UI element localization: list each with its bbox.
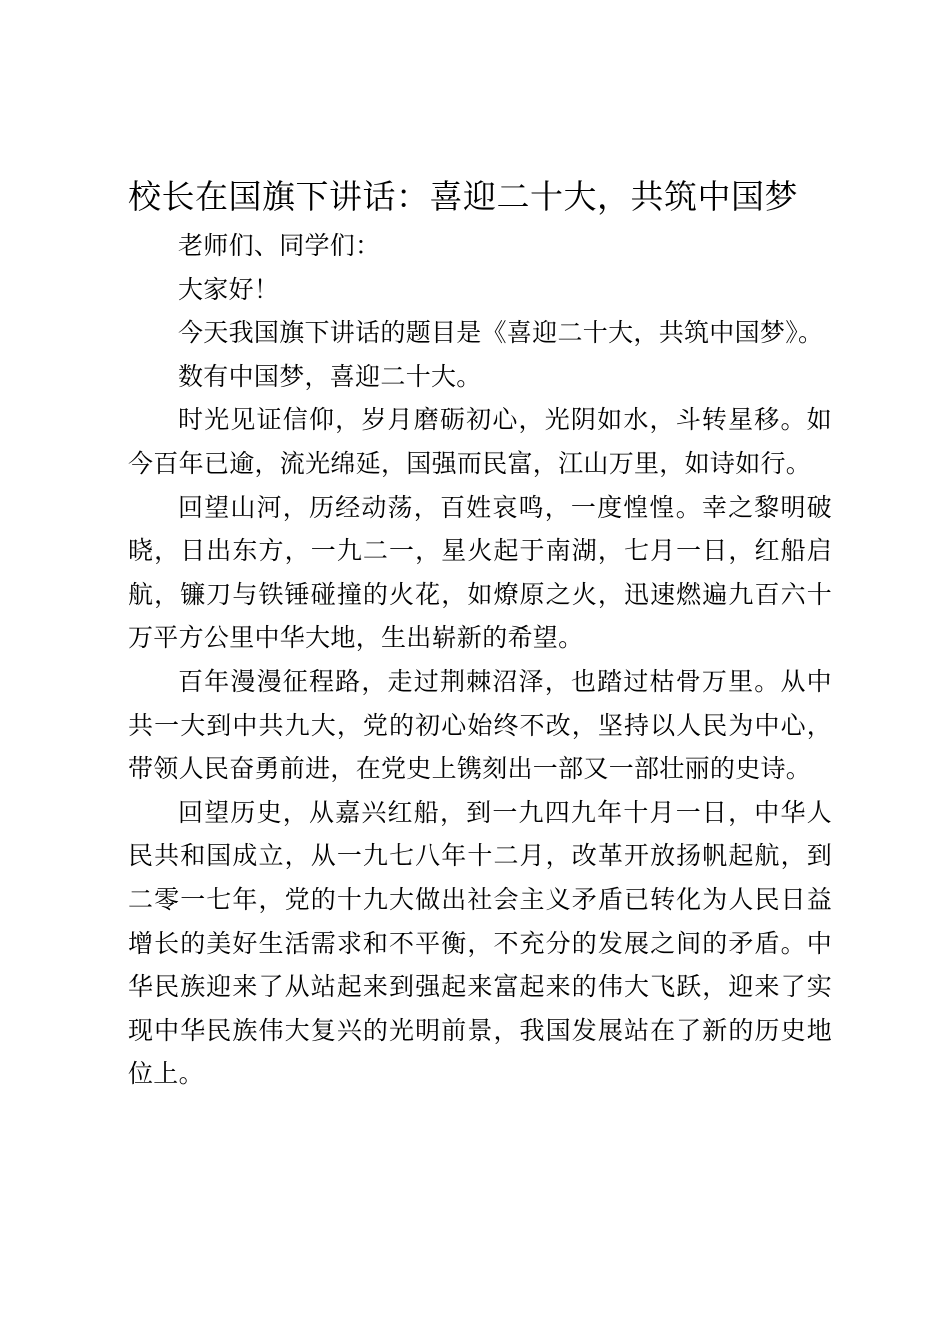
salutation-paragraph: 老师们、同学们： [178, 231, 381, 260]
document-body [128, 174, 832, 1096]
topic-paragraph: 今天我国旗下讲话的题目是《喜迎二十大，共筑中国梦》。 [178, 318, 824, 348]
document-title: 校长在国旗下讲话：喜迎二十大，共筑中国梦 [128, 177, 798, 216]
body-paragraph: 时光见证信仰，岁月磨砺初心，光阴如水，斗转星移。如今百年已逾，流光绵延，国强而民富，江山万里，如诗如行。 [128, 405, 832, 478]
greeting-paragraph: 大家好！ [178, 274, 280, 304]
theme-paragraph: 数有中国梦，喜迎二十大。 [178, 361, 482, 391]
body-paragraph: 回望山河，历经动荡，百姓哀鸣，一度惶惶。幸之黎明破晓，日出东方，一九二一，星火起于南湖，七月一日，红船启航，镰刀与铁锤碰撞的火花，如燎原之火，迅速燃遍九百六十万平方公里中华大地，生出崭新的希望。 [128, 492, 832, 653]
body-paragraph: 回望历史，从嘉兴红船，到一九四九年十月一日，中华人民共和国成立，从一九七八年十二月，改革开放扬帆起航，到二零一七年，党的十九大做出社会主义矛盾已转化为人民日益增长的美好生活需求和不平衡，不充分的发展之间的矛盾。中华民族迎来了从站起来到强起来富起来的伟大飞跃，迎来了实现中华民族伟大复兴的光明前景，我国发展站在了新的历史地位上。 [128, 797, 832, 1089]
body-paragraph: 百年漫漫征程路，走过荆棘沼泽，也踏过枯骨万里。从中共一大到中共九大，党的初心始终不改，坚持以人民为中心，带领人民奋勇前进，在党史上镌刻出一部又一部壮丽的史诗。 [128, 666, 832, 784]
